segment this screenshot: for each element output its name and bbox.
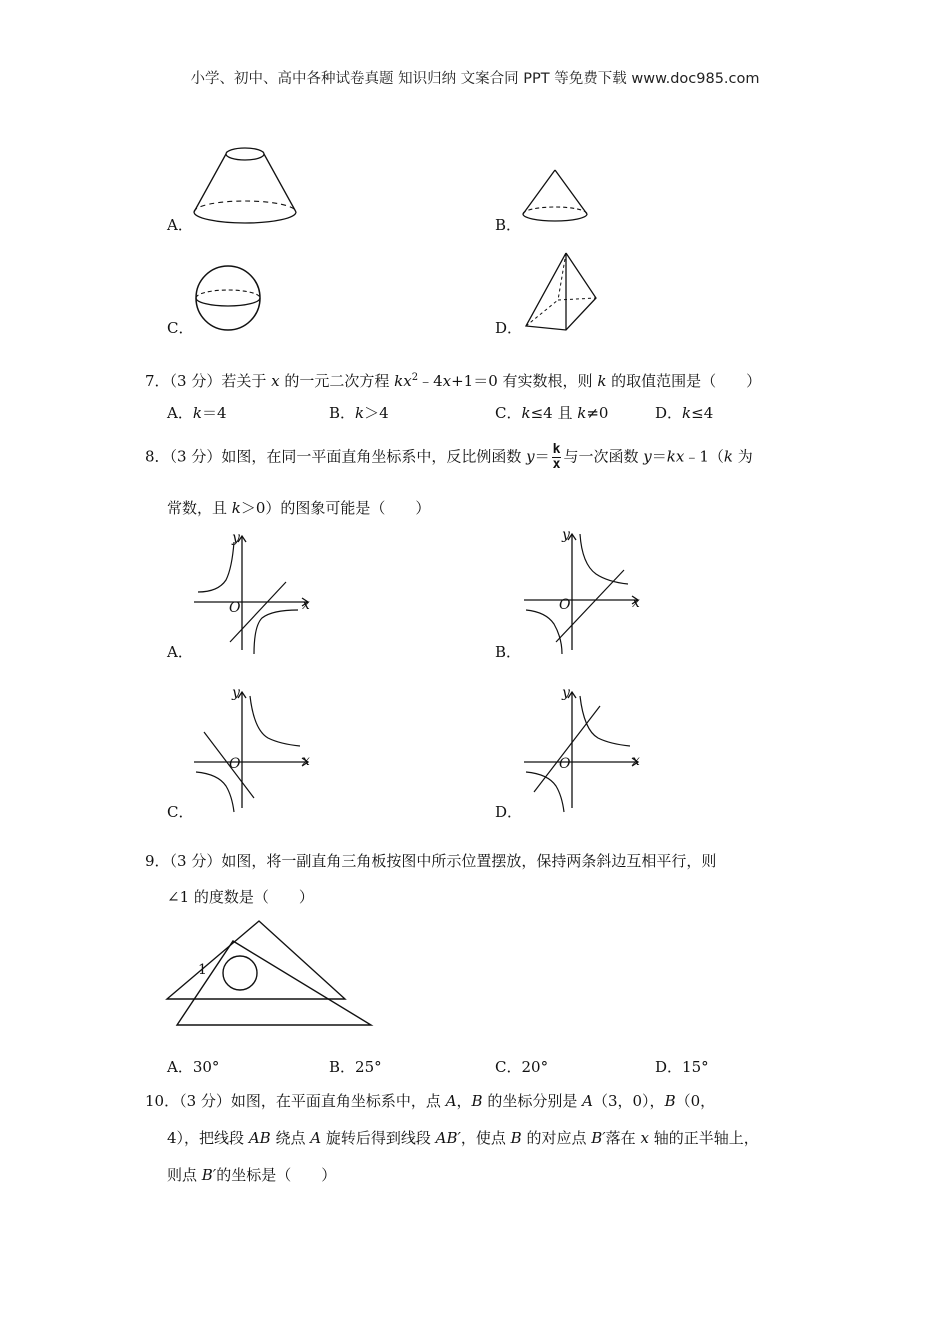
q9-stem-line2: ∠1 的度数是（ ） [167, 888, 314, 906]
q7-option-b[interactable]: B．k＞4 [329, 404, 389, 422]
q8-b-origin: O [559, 597, 571, 613]
q10-stem-line3: 则点 B′的坐标是（ ） [167, 1166, 337, 1184]
q8-c-axis-x: x [302, 753, 310, 769]
q6-option-a-label: A． [167, 216, 193, 234]
q6-option-b-label: B． [495, 216, 522, 234]
q8-b-axis-y: y [562, 527, 570, 543]
q6-option-c-label: C． [167, 319, 194, 337]
q7-option-c[interactable]: C．k≤4 且 k≠0 [495, 404, 609, 422]
q7-option-d[interactable]: D．k≤4 [655, 404, 714, 422]
page-header: 小学、初中、高中各种试卷真题 知识归纳 文案合同 PPT 等免费下载 www.doc985.com [190, 71, 760, 87]
q8-option-b-label[interactable]: B． [495, 643, 522, 661]
q6-option-d-label: D． [495, 319, 523, 337]
q8-option-a-label[interactable]: A． [167, 643, 193, 661]
q8-a-axis-x: x [302, 597, 310, 613]
q7-stem: 7．（3 分）若关于 x 的一元二次方程 $kx^2﹣4x+1=0$ 有实数根，则 k 的取值范围是（ ） [145, 372, 762, 390]
sphere-figure [194, 264, 266, 336]
q8-c-axis-y: y [232, 685, 240, 701]
q8-option-d-label[interactable]: D． [495, 803, 523, 821]
q8-c-origin: O [229, 756, 241, 772]
cone-figure [520, 168, 590, 228]
q8-graph-b [520, 530, 650, 660]
q9-stem-line1: 9．（3 分）如图，将一副直角三角板按图中所示位置摆放，保持两条斜边互相平行，则 [145, 852, 717, 870]
q8-graph-a [190, 530, 320, 660]
q8-option-c-label[interactable]: C． [167, 803, 194, 821]
frustum-figure [190, 140, 300, 230]
q8-graph-d [520, 688, 650, 818]
q8-graph-c [190, 688, 320, 818]
q9-option-a[interactable]: A．30° [167, 1058, 220, 1076]
q7-option-a[interactable]: A．k＝4 [167, 404, 227, 422]
q8-stem-line2: 常数，且 k＞0）的图象可能是（ ） [167, 499, 431, 517]
q9-option-d[interactable]: D．15° [655, 1058, 709, 1076]
fraction-k-over-x: $\frac{k}{x}$ [552, 442, 561, 472]
q9-option-c[interactable]: C．20° [495, 1058, 549, 1076]
q8-a-axis-y: y [232, 530, 240, 546]
q8-d-origin: O [559, 756, 571, 772]
q10-stem-line2: 4），把线段 AB 绕点 A 旋转后得到线段 AB′，使点 B 的对应点 B′落在 x 轴的正半轴上， [167, 1129, 759, 1147]
q8-b-axis-x: x [632, 595, 640, 611]
angle-1-label: 1 [198, 962, 207, 978]
pyramid-figure [522, 250, 602, 334]
q8-d-axis-x: x [632, 753, 640, 769]
q9-option-b[interactable]: B．25° [329, 1058, 382, 1076]
q10-stem-line1: 10．（3 分）如图，在平面直角坐标系中，点 A，B 的坐标分别是 A（3，0），B（0， [145, 1092, 716, 1110]
q8-a-origin: O [229, 600, 241, 616]
q8-d-axis-y: y [562, 685, 570, 701]
set-squares-figure [165, 915, 375, 1030]
q8-stem-line1: 8．（3 分）如图，在同一平面直角坐标系中，反比例函数 y＝ $\frac{k}{x}$ 与一次函数 y＝kx﹣1（k 为 [145, 442, 753, 472]
